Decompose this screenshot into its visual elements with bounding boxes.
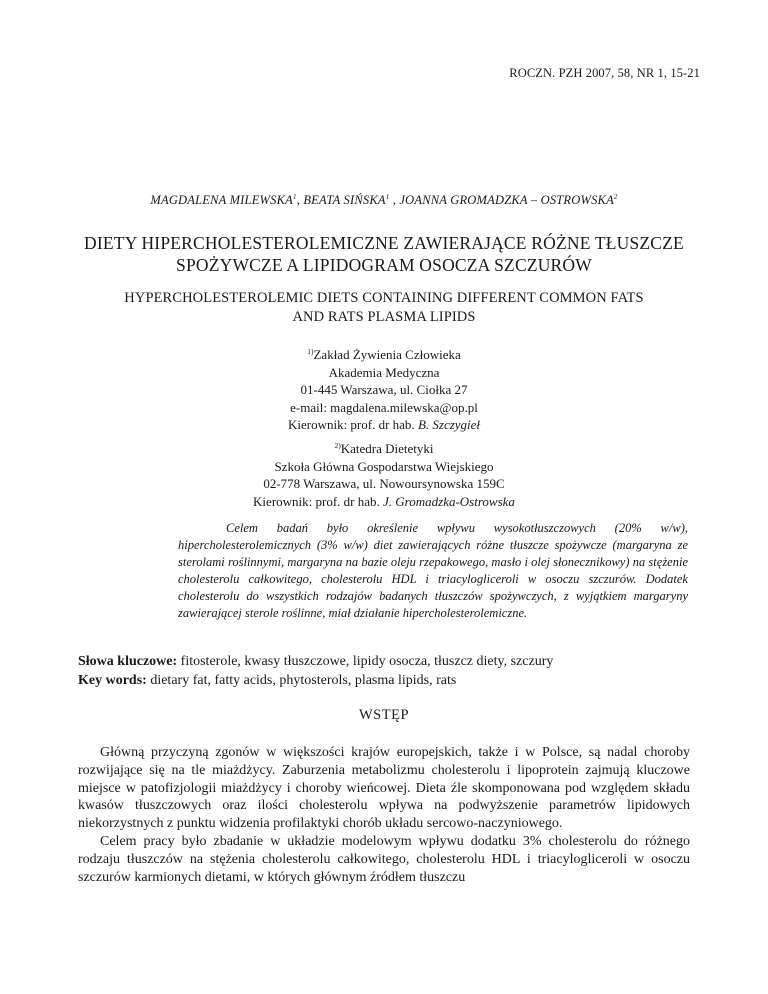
keywords-label: Słowa kluczowe: bbox=[78, 654, 178, 669]
affiliation-line: 01-445 Warszawa, ul. Ciołka 27 bbox=[300, 382, 468, 397]
keywords-block bbox=[78, 653, 690, 690]
title-line: SPOŻYWCZE A LIPIDOGRAM OSOCZA SZCZURÓW bbox=[176, 255, 592, 275]
author-name: MAGDALENA MILEWSKA bbox=[150, 193, 293, 207]
affiliation-line: $^{2)}$Katedra Dietetyki bbox=[334, 441, 434, 456]
abstract: Celem badań było określenie wpływu wysokotłuszczowych (20% w/w), hipercholesterolemicznych (3% w/w) diet zawierających różne tłuszcze spożywcze (margaryna ze sterolami roślinnymi, margaryna na bazie oleju rzepakowego, masło i olej słonecznikowy) na stężenie cholesterolu całkowitego, cholesterolu HDL i triacylogliceroli w osoczu szczurów. Dodatek cholesterolu do wszystkich rodzajów badanych tłuszczów spożywczych, z wyjątkiem margaryny zawierającej sterole roślinne, miał działanie hipercholesterolemiczne. bbox=[178, 521, 688, 620]
affiliation-line: Akademia Medyczna bbox=[328, 364, 440, 380]
author-name: BEATA SIŃSKA bbox=[303, 193, 386, 207]
body-paragraph: Główną przyczyną zgonów w większości krajów europejskich, także i w Polsce, są nadal choroby rozwijające się na tle miażdżycy. Zaburzenia metabolizmu cholesterolu i lipoprotein zajmują kluczowe miejsce w patofizjologii miażdżycy i choroby wieńcowej. Dieta źle skomponowana pod względem składu kwasów tłuszczowych oraz ilości cholesterolu wpływa na podwyższenie parametrów lipidowych niekorzystnych z punktu widzenia profilaktyki chorób układu sercowo-naczyniowego. bbox=[78, 745, 690, 832]
title-line: HYPERCHOLESTEROLEMIC DIETS CONTAINING DIFFERENT COMMON FATS bbox=[124, 290, 644, 306]
author-affiliation-mark: 1 bbox=[292, 193, 297, 201]
author-list bbox=[84, 193, 684, 208]
author-affiliation-mark: 1 bbox=[385, 193, 390, 201]
keywords-polish: Słowa kluczowe: fitosterole, kwasy tłuszczowe, lipidy osocza, tłuszcz diety, szczury bbox=[78, 654, 554, 669]
author-name: JOANNA GROMADZKA – OSTROWSKA bbox=[399, 193, 614, 207]
paper-title-english bbox=[80, 289, 688, 327]
affiliation-2 bbox=[120, 437, 648, 510]
title-line: AND RATS PLASMA LIPIDS bbox=[292, 309, 476, 325]
journal-reference: ROCZN. PZH 2007, 58, NR 1, 15-21 bbox=[509, 66, 700, 80]
body-paragraph: Celem pracy było zbadanie w układzie modelowym wpływu dodatku 3% cholesterolu do różnego rodzaju tłuszczów na stężenia cholesterolu całkowitego, cholesterolu HDL i triacylogliceroli w osoczu szczurów karmionych dietami, w których głównym źródłem tłuszczu bbox=[78, 833, 690, 885]
section-body bbox=[78, 744, 690, 886]
affiliation-mark: 2) bbox=[334, 441, 341, 450]
paper-title-polish bbox=[60, 232, 708, 276]
author-separator: , bbox=[296, 193, 304, 207]
keywords-label: Key words: bbox=[78, 672, 147, 688]
title-line: DIETY HIPERCHOLESTEROLEMICZNE ZAWIERAJĄCE RÓŻNE TŁUSZCZE bbox=[84, 233, 684, 253]
author-separator: , bbox=[389, 193, 400, 207]
affiliation-line: 02-778 Warszawa, ul. Nowoursynowska 159C bbox=[263, 476, 505, 491]
affiliation-email: e-mail: magdalena.milewska@op.pl bbox=[290, 399, 478, 415]
section-heading: WSTĘP bbox=[358, 707, 410, 723]
affiliation-1 bbox=[120, 343, 648, 434]
affiliation-mark: 1) bbox=[307, 347, 314, 356]
affiliation-head: Kierownik: prof. dr hab. B. Szczygieł bbox=[287, 417, 481, 432]
author-affiliation-mark: 2 bbox=[613, 193, 618, 201]
affiliation-line: Szkoła Główna Gospodarstwa Wiejskiego bbox=[274, 458, 494, 474]
affiliation-line: $^{1)}$Zakład Żywienia Człowieka bbox=[307, 347, 461, 362]
keywords-english: Key words: dietary fat, fatty acids, phytosterols, plasma lipids, rats bbox=[78, 672, 457, 688]
affiliation-head: Kierownik: prof. dr hab. J. Gromadzka-Ostrowska bbox=[253, 493, 515, 509]
